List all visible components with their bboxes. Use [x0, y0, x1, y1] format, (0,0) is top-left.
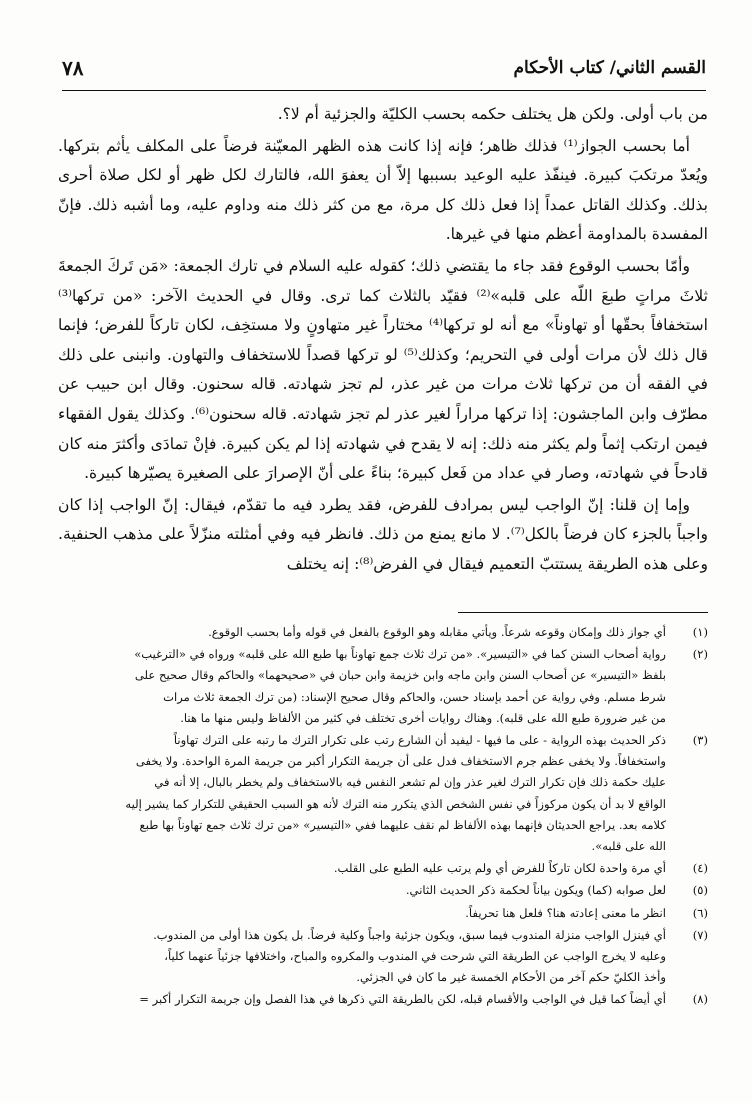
footnotes [58, 622, 708, 1012]
footnote-line: رواية أصحاب السنن كما في «التيسير». «من ترك ثلاث جمع تهاوناً بها طبع الله على قلبه» ورواه في «الترغيب» [134, 647, 666, 662]
footnote-line: عليك حكمة ذلك فإن تكرار الترك لغير عذر وإن لم تشعر النفس فيه بالاستخفاف ولم يخطر بالبال، إلا أنه في [154, 775, 666, 790]
page-number: ٧٨ [62, 56, 84, 80]
footnote-line: الله على قلبه». [591, 839, 666, 854]
footnote-line: كلامه بعد. يراجع الحديثان فإنهما بهذه الألفاظ لم نقف عليهما ففي «التيسير» «من ترك ثلاث جمع تهاوناً بها طبع [139, 817, 666, 832]
footnote-text [58, 622, 666, 643]
footnote [58, 880, 708, 901]
footnote [58, 858, 708, 879]
footnote-number: (٣) [692, 733, 708, 748]
footnote-line: شرط مسلم. وفي رواية عن أحمد بإسناد حسن، والحاكم وقال صحيح الإسناد: (من ترك الجمعة ثلاث مرات [163, 689, 666, 704]
page-header [62, 56, 706, 91]
footnote-number: (٨) [692, 992, 708, 1007]
running-title: القسم الثاني/ كتاب الأحكام [513, 58, 706, 78]
footnote-line: لعل صوابه (كما) ويكون بياناً لحكمة ذكر الحديث الثاني. [405, 883, 666, 898]
footnote-line: أي جواز ذلك وإمكان وقوعه شرعاً. ويأتي مقابله وهو الوقوع بالفعل في قوله وأما بحسب الوقوع. [208, 625, 666, 639]
footnote-number: (٤) [692, 861, 708, 876]
footnote-line: من غير ضرورة طبع الله على قلبه). وهناك روايات أخرى تختلف في كثير من الألفاظ وليس منها ما هنا. [180, 710, 666, 725]
footnote-number: (٥) [692, 883, 708, 898]
footnote-text [58, 858, 666, 879]
footnote-line: الواقع لا بد أن يكون مركوزاً في نفس الشخص الذي يتكرر منه الترك لأنه هو السبب الحقيقي للتكرار كما يشير إليه [125, 796, 666, 811]
footnote-separator [458, 612, 708, 613]
footnote-text [58, 730, 666, 857]
footnote-line: أي فينزل الواجب منزلة المندوب فيما سبق، ويكون جزئية واجباً وكلية فرضاً. بل يكون هذا أولى من المندوب. [153, 927, 666, 942]
footnote-text [58, 989, 666, 1010]
footnote [58, 903, 708, 924]
paragraph: وإما إن قلنا: إنّ الواجب ليس بمرادف للفرض، فقد يطرد فيه ما تقدّم، فيقال: إنّ الواجب إذا كان واجباً بالجزء كان فرضاً بالكل⁽⁷⁾. لا مانع يمنع من ذلك. فانظر فيه وفي أمثلته منزّلاً على مذهب الحنفية. وعلى هذه الطريقة يستتبّ التعميم فيقال في الفرض⁽⁸⁾: إنه يختلف [58, 495, 708, 573]
footnote-number: (٦) [692, 905, 708, 920]
footnote-text [58, 880, 666, 901]
footnote-line: وأخذ الكليّ حكم آخر من الأحكام الخمسة غير ما كان في الجزئي. [356, 970, 666, 985]
paragraph: وأمّا بحسب الوقوع فقد جاء ما يقتضي ذلك؛ كقوله عليه السلام في تارك الجمعة: «مَن تَركَ الجمعةَ ثلاثَ مراتٍ طبعَ اللّه على قلبه»⁽²⁾ فقيّد بالثلاث كما ترى. وقال في الحديث الآخر: «من تركها⁽³⁾ استخفافاً بحقّها أو تهاوناً» مع أنه لو تركها⁽⁴⁾ مختاراً غير متهاونٍ ولا مستخِف، لكان تاركاً للفرض؛ فإنما قال ذلك لأن مرات أولى في التحريم؛ وكذلك⁽⁵⁾ لو تركها قصداً للاستخفاف والتهاون. وانبنى على ذلك في الفقه أن من تركها ثلاث مرات من غير عذر، لم تجز شهادته. قاله سحنون. وقال ابن حبيب عن مطرّف وابن الماجشون: إذا تركها مراراً لغير عذر لم تجز شهادته. قاله سحنون⁽⁶⁾. وكذلك يقول الفقهاء فيمن ارتكب إثماً ولم يكثر منه ذلك: إنه لا يقدح في شهادته إذا لم يكن كبيرة. فإنْ تمادَى وأكثرَ منه كان قادحاً في شهادته، وصار في عداد من فَعل كبيرة؛ بناءً على أنّ الإصرارَ على الصغيرة يصيّرها كبيرة. [58, 256, 709, 483]
footnote-text [58, 644, 666, 729]
footnote [58, 989, 708, 1010]
footnote-number: (٧) [692, 927, 708, 942]
footnote-line: أي أيضاً كما قيل في الواجب والأقسام قبله، لكن بالطريقة التي ذكرها في هذا الفصل وإن جريمة التكرار أكبر = [139, 992, 666, 1007]
footnote [58, 925, 708, 989]
footnote-text [58, 903, 666, 924]
footnote-line: ذكر الحديث بهذه الرواية - على ما فيها - ليفيد أن الشارع رتب على تكرار الترك ما رتبه على الترك تهاوناً [173, 733, 666, 748]
footnote-line: انظر ما معنى إعادته هنا؟ فلعل هنا تحريفاً. [465, 905, 666, 920]
footnote-text [58, 925, 666, 989]
footnote-line: أي مرة واحدة لكان تاركاً للفرض أي ولم يرتب عليه الطبع على القلب. [333, 861, 666, 876]
paragraph: أما بحسب الجواز⁽¹⁾ فذلك ظاهر؛ فإنه إذا كانت هذه الظهر المعيّنة فرضاً على المكلف يأثم بتركها. ويُعدّ مرتكبَ كبيرة. فينفّذ عليه الوعيد بسببها إلاّ أن يعفوَ الله، فالتارك لكل ظهر أو لكل صلاة أحرى بذلك. وكذلك القاتل عمداً إذا فعل ذلك كل مرة، مع من كثر ذلك منه وداوم عليه، وما أشبه ذلك. فإنّ المفسدة بالمداومة أعظم منها في غيرها. [58, 136, 708, 244]
paragraph: من باب أولى. ولكن هل يختلف حكمه بحسب الكليّة والجزئية أم لا؟. [277, 105, 708, 123]
footnote-line: وعليه لا يخرج الواجب عن الطريقة التي شرحت في المندوب والمكروه والمباح، واختلافها جزئياً عنهما كلياً، [164, 949, 666, 964]
footnote [58, 644, 708, 729]
footnote-line: واستخفافاً. ولا يخفى عظم جرم الاستخفاف فدل على أن جريمة التكرار أكبر من جريمة المرة الواحدة. ولا يخفى [135, 754, 666, 769]
footnote [58, 622, 708, 643]
footnote-number: (٢) [692, 647, 708, 662]
footnote [58, 730, 708, 857]
footnote-line: بلفظ «التيسير» عن أصحاب السنن وابن ماجه وابن خزيمة وابن حبان في «صحيحهما» والحاكم وقال صحيح على [134, 668, 666, 683]
footnote-number: (١) [692, 625, 708, 639]
main-text [58, 100, 708, 582]
